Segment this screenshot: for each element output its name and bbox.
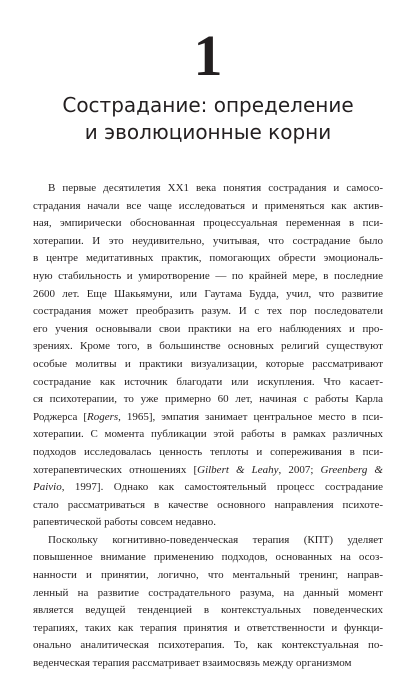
text-line: его учения основывали свои практики на его наблюдениях и про- [33,322,383,335]
text-line: В первые десятилетия XX1 века понятия сострадания и самосо- [48,182,383,194]
text-line: является ведущей тенденцией в контекстуальных поведенческих [33,604,383,617]
chapter-number: 1 [193,23,223,88]
text-line: ленный на развитие сострадательного разума, на данный момент [33,586,383,599]
text-line: сострадания может преобразить разум. И с тех пор последователи [33,305,383,318]
chapter-title [0,92,416,146]
text-line: Поскольку когнитивно-поведенческая терапия (КПТ) уделяет [48,533,383,546]
text-line: Роджерса [Rogers, 1965], эмпатия занимает центральное место в пси- [33,410,383,423]
paragraph [33,532,383,673]
text-line: ная, эмпирически обоснованная процессуальная переменная в пси- [33,217,383,230]
text-line: Paivio, 1997]. Однако как самостоятельный процесс сострадание [33,481,383,494]
text-line: в центре медитативных практик, помогающих обрести эмоциональ- [33,252,383,265]
text-line: онально аналитическая психотерапия. То, как контекстуальная по- [33,639,383,652]
text-line: веденческая терапия рассматривает взаимосвязь между организмом [33,657,352,670]
text-line: терапиях, таких как терапия принятия и ответственности и функци- [33,621,383,634]
text-line: ную стабильность и умиротворение — по крайней мере, в последние [33,269,383,282]
text-line: особые молитвы и практики визуализации, которые рассматривают [33,357,383,370]
text-line: хотерапевтических отношениях [Gilbert & Leahy, 2007; Greenberg & [33,463,383,476]
chapter-title-line-1: Сострадание: определение [62,93,354,117]
text-line: хотерапии. И это неудивительно, учитывая, что сострадание было [33,234,383,247]
text-line: сострадание как источник благодати или искупления. Что касает- [33,375,383,388]
paragraph [33,180,383,532]
text-line: зрениях. Кроме того, в большинстве основных религий существуют [33,340,383,353]
text-line: ся психотерапии, то уже примерно 60 лет, начиная с работы Карла [33,393,383,406]
text-line: стало рассматриваться в качестве основного направления психоте- [33,498,383,511]
body-text [33,180,383,673]
text-line: нанности и принятии, логично, что ментальный тренинг, направ- [33,569,383,582]
text-line: рапевтической работы совсем недавно. [33,516,216,529]
text-line: повышенное внимание применению подходов, основанных на осоз- [33,551,383,564]
text-line: 2600 лет. Еще Шакьямуни, или Гаутама Будда, учил, что развитие [33,287,383,300]
text-line: страдания начали все чаще исследоваться и применяться как актив- [33,199,383,212]
chapter-title-line-2: и эволюционные корни [84,120,332,144]
text-line: хотерапии. С момента публикации этой работы в рамках различных [33,428,383,441]
text-line: подходов исследовалась ценность теплоты и сопереживания в пси- [33,445,383,458]
